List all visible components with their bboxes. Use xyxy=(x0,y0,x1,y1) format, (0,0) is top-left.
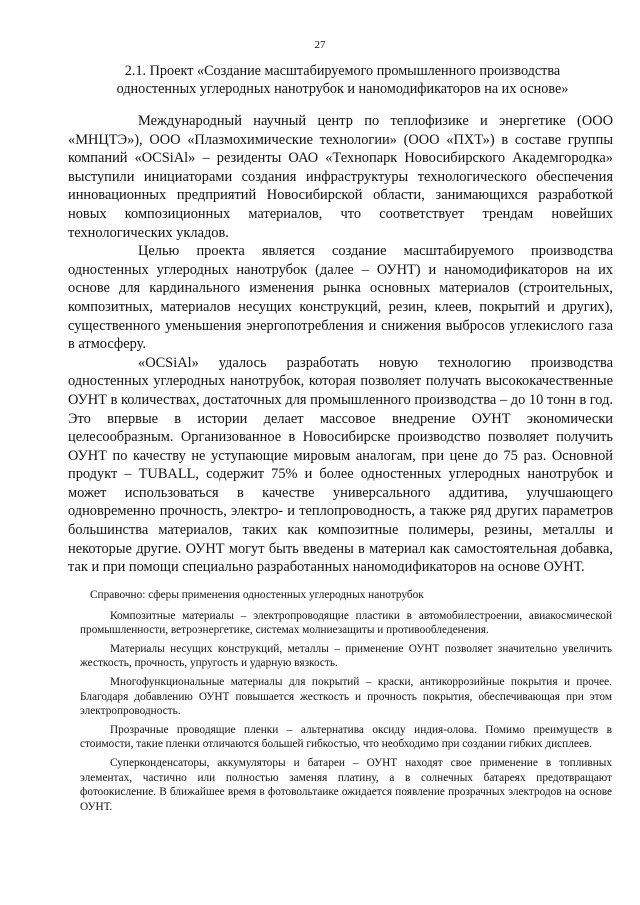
body-text xyxy=(68,112,613,577)
body-paragraph-2: Целью проекта является создание масштабируемого производства одностенных углеродных нанотрубок (далее – ОУНТ) и наномодификаторов на их основе для кардинального изменения рынка основных материалов (строительных, композитных, материалов несущих конструкций, резин, клеев, покрытий и других), существенного уменьшения энергопотребления и снижения выбросов углекислого газа в атмосферу. xyxy=(68,243,613,353)
reference-title: Справочно: сферы применения одностенных углеродных нанотрубок xyxy=(90,589,424,601)
reference-item-composites: Композитные материалы – электропроводящие пластики в автомобилестроении, авиакосмической промышленности, ветроэнергетике, системах молниезащиты и противообледенения. xyxy=(80,609,612,637)
reference-item-batteries: Суперконденсаторы, аккумуляторы и батареи – ОУНТ находят свое применение в топливных элементах, частично или полностью заменяя платину, а в солнечных батареях предотвращают фотоокисление. В ближайшее время в фотовольтаике ожидается появление прозрачных электродов на основе ОУНТ. xyxy=(80,756,612,813)
body-paragraph-3: «OCSiAl» удалось разработать новую технологию производства одностенных углеродных нанотрубок, которая позволяет получать высококачественные ОУНТ в количествах, достаточных для промышленного производства – до 10 тонн в год. Это впервые в истории делает массовое внедрение ОУНТ экономически целесообразным. Организованное в Новосибирске производство позволяет получить ОУНТ по качеству не уступающие мировым аналогам, при цене до 75 раз. Основной продукт – TUBALL, содержит 75% и более одностенных углеродных нанотрубок и может использоваться в качестве универсального аддитива, улучшающего одновременно прочность, электро- и теплопроводность, а также ряд других параметров большинства материалов, таких как композитные полимеры, резины, металлы и некоторые другие. ОУНТ могут быть введены в материал как самостоятельная добавка, так и при помощи специально разработанных наномодификаторов на основе ОУНТ. xyxy=(68,354,613,576)
reference-item-structural: Материалы несущих конструкций, металлы – применение ОУНТ позволяет значительно увеличить жесткость, прочность, упругость и ударную вязкость. xyxy=(80,642,612,670)
body-paragraph-1: Международный научный центр по теплофизике и энергетике (ООО «МНЦТЭ»), ООО «Плазмохимические технологии» (ООО «ПХТ») в составе группы компаний «OCSiAl» – резиденты ОАО «Технопарк Новосибирского Академгородка» выступили инициаторами создания инфраструктуры технологического обеспечения инновационных предприятий Новосибирской области, занимающихся разработкой новых композиционных материалов, что соответствует трендам новейших технологических укладов. xyxy=(68,113,613,241)
section-heading-line-1: 2.1. Проект «Создание масштабируемого промышленного производства xyxy=(124,63,561,79)
reference-item-films: Прозрачные проводящие пленки – альтернатива оксиду индия-олова. Помимо преимуществ в стоимости, такие пленки отличаются большей гибкостью, что необходимо при создании гибких дисплеев. xyxy=(80,723,612,751)
reference-item-coatings: Многофункциональные материалы для покрытий – краски, антикоррозийные покрытия и прочее. Благодаря добавлению ОУНТ повышается жесткость и прочность покрытия, обеспечивающая при этом электропроводность. xyxy=(80,675,612,718)
page-number: 27 xyxy=(314,39,326,51)
section-heading xyxy=(70,62,615,98)
section-heading-line-2: одностенных углеродных нанотрубок и наномодификаторов на их основе» xyxy=(116,81,569,97)
reference-note xyxy=(80,588,612,818)
